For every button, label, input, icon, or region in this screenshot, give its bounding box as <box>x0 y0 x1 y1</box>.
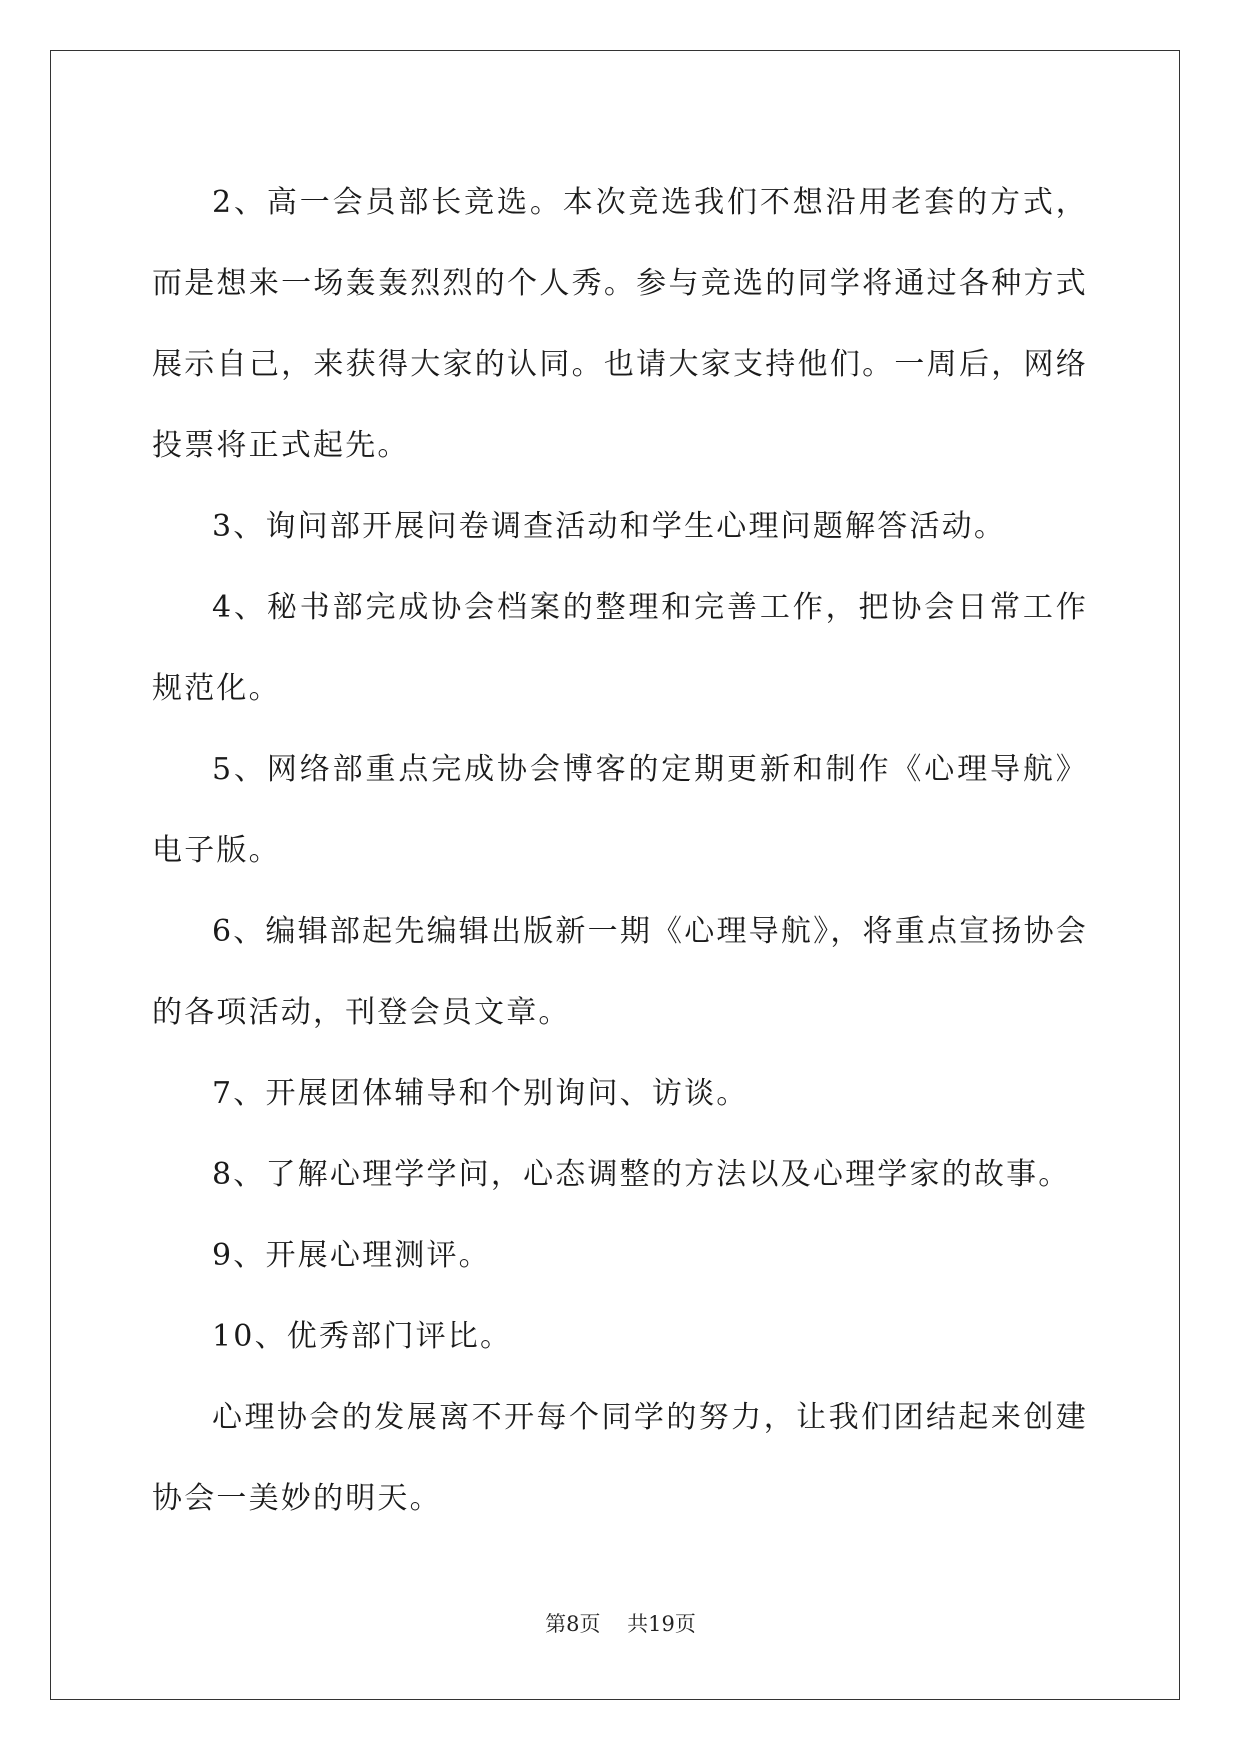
closing-paragraph: 心理协会的发展离不开每个同学的努力，让我们团结起来创建协会一美妙的明天。 <box>152 1400 1088 1516</box>
paragraph-item-3: 3、询问部开展问卷调查活动和学生心理问题解答活动。 <box>212 509 1007 544</box>
paragraph-item-8: 8、了解心理学学问，心态调整的方法以及心理学家的故事。 <box>212 1157 1071 1192</box>
document-body <box>152 162 1088 1539</box>
paragraph-item-10: 10、优秀部门评比。 <box>212 1319 513 1354</box>
paragraph-item-6: 6、编辑部起先编辑出版新一期《心理导航》，将重点宣扬协会的各项活动，刊登会员文章。 <box>152 914 1088 1030</box>
paragraph-item-5: 5、网络部重点完成协会博客的定期更新和制作《心理导航》电子版。 <box>152 752 1088 868</box>
paragraph-item-7: 7、开展团体辅导和个别询问、访谈。 <box>212 1076 749 1111</box>
paragraph-item-2: 2、高一会员部长竞选。本次竞选我们不想沿用老套的方式，而是想来一场轰轰烈烈的个人秀。参与竞选的同学将通过各种方式展示自己，来获得大家的认同。也请大家支持他们。一周后，网络投票将正式起先。 <box>152 185 1088 463</box>
paragraph-item-9: 9、开展心理测评。 <box>212 1238 491 1273</box>
page-footer <box>0 1608 1241 1638</box>
page-number: 第8页 共19页 <box>545 1612 696 1636</box>
paragraph-item-4: 4、秘书部完成协会档案的整理和完善工作，把协会日常工作规范化。 <box>152 590 1088 706</box>
